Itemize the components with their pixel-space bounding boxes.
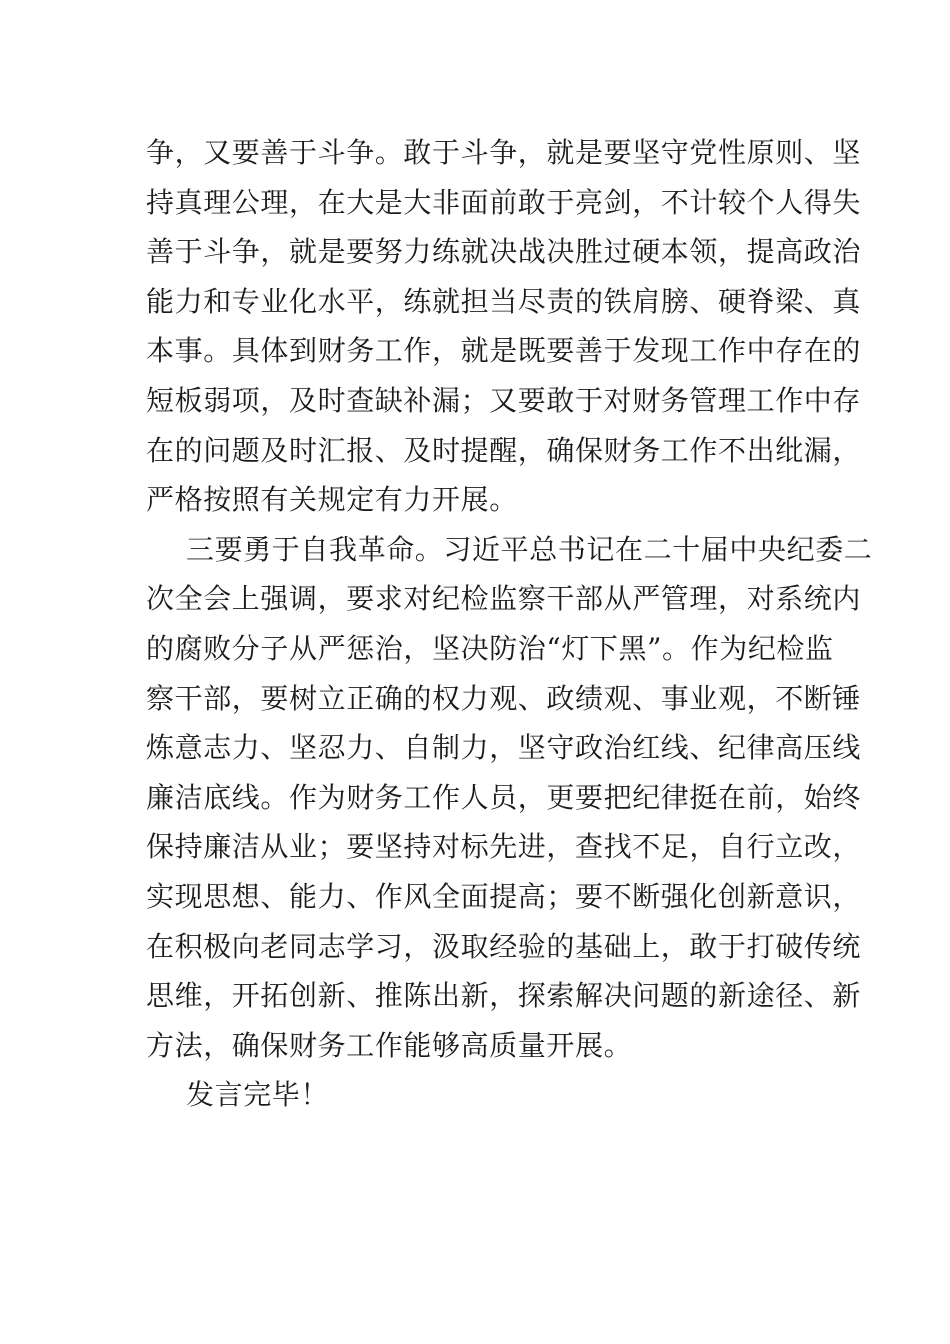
text-line: 炼意志力、坚忍力、自制力，坚守政治红线、纪律高压线	[146, 731, 862, 765]
text-line: 实现思想、能力、作风全面提高；要不断强化创新意识，	[146, 879, 862, 913]
text-line: 在积极向老同志学习，汲取经验的基础上，敢于打破传统	[146, 929, 862, 963]
text-line: 争，又要善于斗争。敢于斗争，就是要坚守党性原则、坚	[146, 136, 862, 169]
text-line: 廉洁底线。作为财务工作人员，更要把纪律挺在前，始终	[146, 780, 862, 814]
text-line: 善于斗争，就是要努力练就决战决胜过硬本领，提高政治	[146, 235, 862, 269]
text-line: 思维，开拓创新、推陈出新，探索解决问题的新途径、新	[146, 979, 862, 1013]
text-line: 察干部，要树立正确的权力观、政绩观、事业观，不断锤	[146, 681, 862, 715]
text-line: 持真理公理，在大是大非面前敢于亮剑，不计较个人得失	[146, 185, 862, 219]
text-line: 的腐败分子从严惩治，坚决防治“灯下黑”。作为纪检监	[146, 631, 834, 665]
text-line: 短板弱项，及时查缺补漏；又要敢于对财务管理工作中存	[146, 383, 862, 417]
text-line: 能力和专业化水平，练就担当尽责的铁肩膀、硬脊梁、真	[146, 284, 862, 318]
text-line: 本事。具体到财务工作，就是既要善于发现工作中存在的	[146, 334, 862, 368]
text-line: 在的问题及时汇报、及时提醒，确保财务工作不出纰漏，	[146, 433, 862, 467]
text-line: 次全会上强调，要求对纪检监察干部从严管理，对系统内	[146, 582, 862, 616]
document-body	[146, 128, 873, 1120]
paragraph-start-line: 三要勇于自我革命。习近平总书记在二十届中央纪委二	[186, 532, 873, 566]
text-line: 严格按照有关规定有力开展。	[146, 483, 518, 517]
text-line: 保持廉洁从业；要坚持对标先进，查找不足，自行立改，	[146, 830, 862, 864]
closing-line: 发言完毕！	[186, 1078, 330, 1112]
text-line: 方法，确保财务工作能够高质量开展。	[146, 1028, 633, 1062]
